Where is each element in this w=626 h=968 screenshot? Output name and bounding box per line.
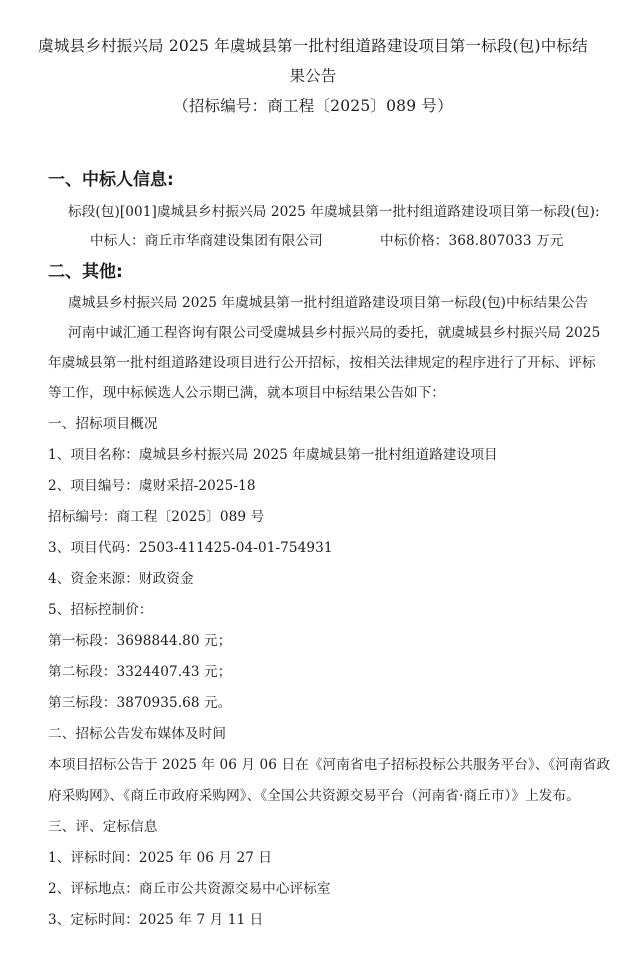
tender-number-line: 招标编号：商工程〔2025〕089 号	[48, 509, 265, 525]
media-line-2: 府采购网》、《商丘市政府采购网》、《全国公共资源交易平台（河南省·商丘市）》上发布。	[48, 788, 580, 804]
project-code: 3、项目代码：2503-411425-04-01-754931	[48, 540, 333, 556]
evaluation-time: 1、评标时间：2025 年 06 月 27 日	[48, 850, 273, 866]
body-line-2: 河南中诚汇通工程咨询有限公司受虞城县乡村振兴局的委托，就虞城县乡村振兴局 2025	[68, 325, 601, 341]
body-line-4: 等工作，现中标候选人公示期已满，就本项目中标结果公告如下：	[48, 385, 446, 401]
media-line-1: 本项目招标公告于 2025 年 06 月 06 日在《河南省电子招标投标公共服务平台》、《河南省政	[48, 757, 611, 773]
subheading-project-overview: 一、招标项目概况	[48, 416, 158, 432]
control-price-section-2: 第二标段：3324407.43 元；	[48, 664, 232, 680]
subheading-media: 二、招标公告发布媒体及时间	[48, 726, 227, 742]
package-line: 标段(包)[001]虞城县乡村振兴局 2025 年虞城县第一批村组道路建设项目第一标段(包):	[68, 204, 600, 220]
title-line-1: 虞城县乡村振兴局 2025 年虞城县第一批村组道路建设项目第一标段(包)中标结	[38, 37, 588, 55]
evaluation-place: 2、评标地点：商丘市公共资源交易中心评标室	[48, 881, 331, 897]
subheading-evaluation: 三、评、定标信息	[48, 819, 158, 835]
winning-price: 中标价格：368.807033 万元	[380, 233, 564, 249]
winner-name: 中标人：商丘市华商建设集团有限公司	[90, 233, 323, 249]
control-price-section-3: 第三标段：3870935.68 元。	[48, 695, 232, 711]
body-line-3: 年虞城县第一批村组道路建设项目进行公开招标，按相关法律规定的程序进行了开标、评标	[48, 355, 596, 371]
control-price-label: 5、招标控制价：	[48, 602, 153, 618]
project-number: 2、项目编号：虞财采招-2025-18	[48, 478, 256, 494]
title-line-2: 果公告	[289, 67, 337, 85]
tender-number: （招标编号：商工程〔2025〕089 号）	[173, 97, 453, 115]
award-time: 3、定标时间：2025 年 7 月 11 日	[48, 912, 264, 928]
project-name: 1、项目名称：虞城县乡村振兴局 2025 年虞城县第一批村组道路建设项目	[48, 447, 498, 463]
control-price-section-1: 第一标段：3698844.80 元；	[48, 633, 232, 649]
body-line-1: 虞城县乡村振兴局 2025 年虞城县第一批村组道路建设项目第一标段(包)中标结果公告	[68, 295, 589, 311]
section-heading-winner-info: 一、中标人信息:	[48, 170, 174, 190]
section-heading-other: 二、其他:	[48, 262, 123, 282]
fund-source: 4、资金来源：财政资金	[48, 571, 194, 587]
